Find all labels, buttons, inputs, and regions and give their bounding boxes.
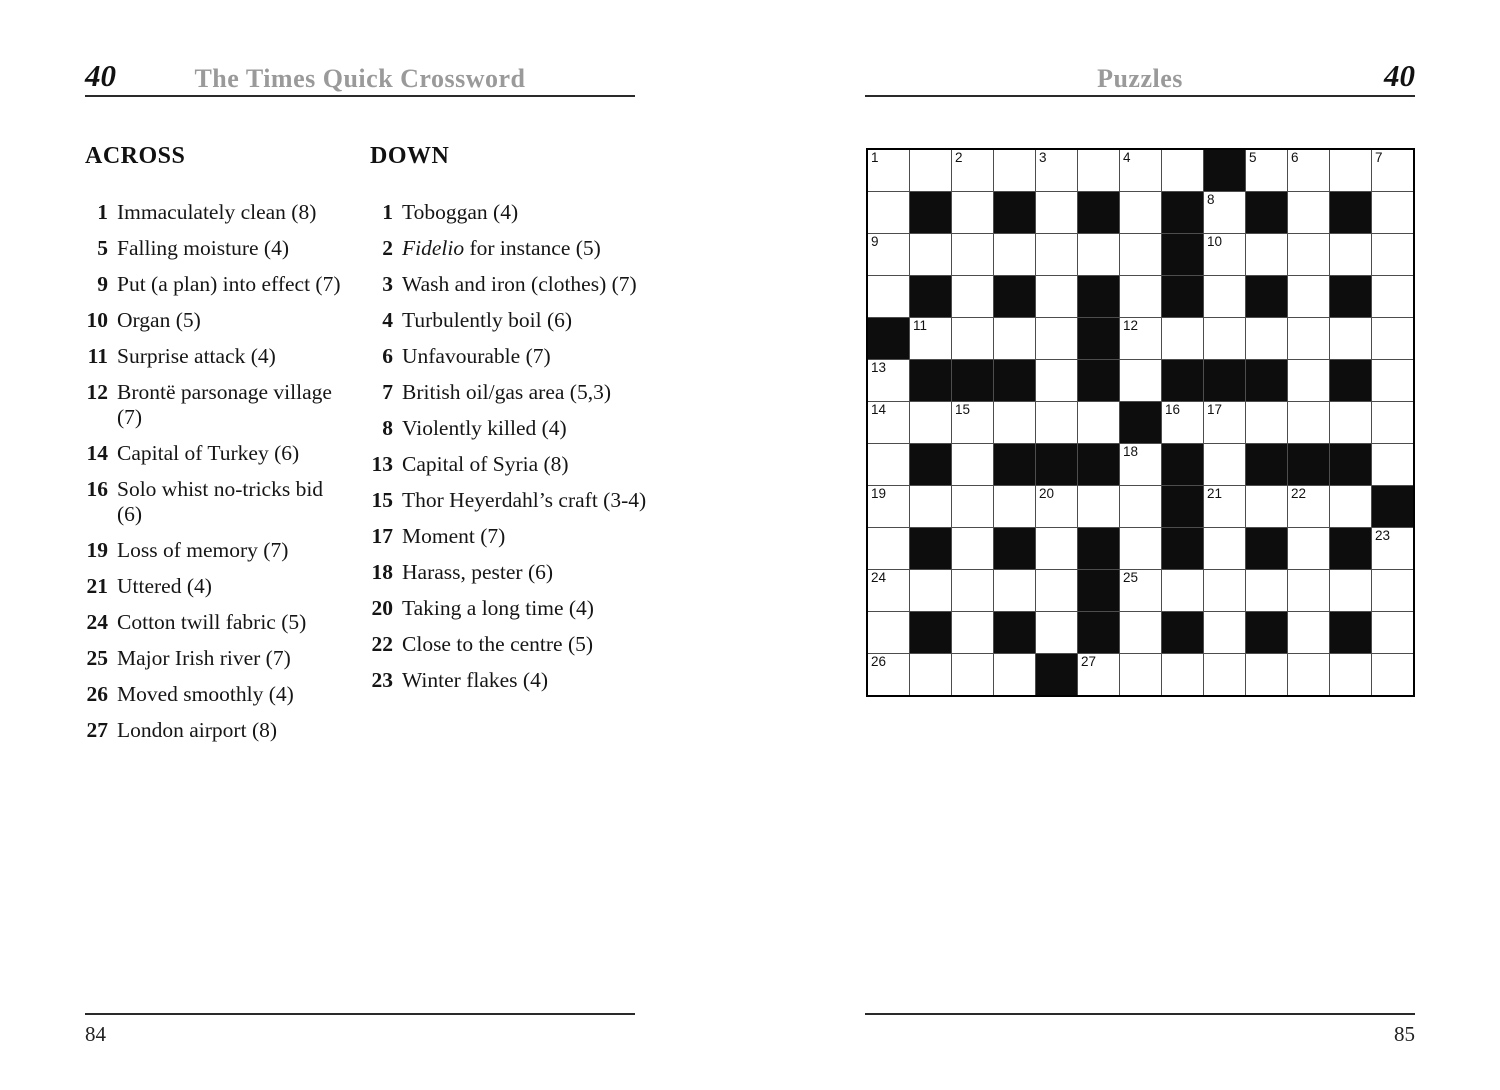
across-clue-11 bbox=[85, 344, 350, 369]
across-clue-14 bbox=[85, 441, 350, 466]
grid-cell-black bbox=[1078, 318, 1119, 359]
clue-text: Violently killed (4) bbox=[402, 416, 567, 440]
clue-text: Loss of memory (7) bbox=[117, 538, 289, 562]
clue-number: 27 bbox=[86, 718, 108, 742]
grid-cell-black bbox=[994, 528, 1035, 569]
cell-number: 4 bbox=[1123, 150, 1131, 165]
grid-cell bbox=[1288, 528, 1329, 569]
grid-cell-black bbox=[1162, 276, 1203, 317]
grid-cell bbox=[1372, 612, 1413, 653]
clue-text: Unfavourable (7) bbox=[402, 344, 551, 368]
grid-cell bbox=[1120, 570, 1161, 611]
across-clue-24 bbox=[85, 610, 350, 635]
clue-text: Put (a plan) into effect (7) bbox=[117, 272, 341, 296]
grid-cell bbox=[1246, 402, 1287, 443]
grid-cell-black bbox=[1162, 192, 1203, 233]
cell-number: 13 bbox=[871, 360, 887, 375]
clue-text: Immaculately clean (8) bbox=[117, 200, 317, 224]
grid-cell bbox=[1330, 654, 1371, 695]
clue-number: 13 bbox=[371, 452, 393, 476]
grid-cell bbox=[952, 150, 993, 191]
grid-cell bbox=[910, 318, 951, 359]
grid-cell-black bbox=[994, 444, 1035, 485]
down-clue-18 bbox=[370, 560, 648, 585]
grid-cell-black bbox=[1078, 192, 1119, 233]
grid-cell bbox=[1036, 528, 1077, 569]
book-title: The Times Quick Crossword bbox=[194, 64, 526, 93]
grid-cell bbox=[868, 654, 909, 695]
grid-cell bbox=[868, 570, 909, 611]
clue-text: Taking a long time (4) bbox=[402, 596, 594, 620]
grid-cell-black bbox=[1330, 528, 1371, 569]
grid-cell bbox=[1204, 486, 1245, 527]
cell-number: 7 bbox=[1375, 150, 1383, 165]
grid-cell-black bbox=[994, 192, 1035, 233]
grid-cell bbox=[1288, 276, 1329, 317]
grid-cell-black bbox=[1162, 528, 1203, 569]
clue-text: Wash and iron (clothes) (7) bbox=[402, 272, 637, 296]
grid-cell bbox=[1204, 234, 1245, 275]
grid-cell bbox=[1078, 150, 1119, 191]
down-clue-15 bbox=[370, 488, 648, 513]
grid-cell bbox=[1204, 528, 1245, 569]
clue-number: 7 bbox=[382, 380, 393, 404]
clue-text: Thor Heyerdahl’s craft (3-4) bbox=[402, 488, 647, 512]
grid-cell bbox=[1246, 654, 1287, 695]
clue-text: Moment (7) bbox=[402, 524, 506, 548]
grid-cell bbox=[1120, 528, 1161, 569]
grid-cell bbox=[1162, 654, 1203, 695]
grid-cell-black bbox=[1246, 612, 1287, 653]
down-clue-2 bbox=[370, 236, 648, 261]
across-column bbox=[85, 143, 350, 754]
grid-cell bbox=[1204, 276, 1245, 317]
grid-cell bbox=[1288, 486, 1329, 527]
clue-text: Capital of Turkey (6) bbox=[117, 441, 300, 465]
left-page-number: 84 bbox=[85, 1022, 106, 1046]
grid-cell bbox=[952, 570, 993, 611]
grid-cell-black bbox=[1078, 612, 1119, 653]
grid-cell bbox=[868, 150, 909, 191]
across-clue-19 bbox=[85, 538, 350, 563]
crossword-grid bbox=[868, 150, 1413, 695]
grid-cell bbox=[1120, 360, 1161, 401]
crossword-grid-border bbox=[866, 148, 1415, 697]
clue-text: Winter flakes (4) bbox=[402, 668, 548, 692]
clue-text: Solo whist no-tricks bid (6) bbox=[117, 477, 324, 526]
cell-number: 27 bbox=[1081, 654, 1097, 669]
across-clue-21 bbox=[85, 574, 350, 599]
grid-cell-black bbox=[1162, 444, 1203, 485]
grid-cell bbox=[994, 318, 1035, 359]
clue-number: 23 bbox=[371, 668, 393, 692]
left-footer-rule bbox=[85, 1013, 635, 1015]
grid-cell bbox=[1372, 234, 1413, 275]
grid-cell bbox=[1372, 150, 1413, 191]
grid-cell bbox=[1036, 234, 1077, 275]
cell-number: 12 bbox=[1123, 318, 1139, 333]
grid-cell bbox=[1120, 318, 1161, 359]
grid-cell bbox=[952, 486, 993, 527]
clue-text: Major Irish river (7) bbox=[117, 646, 291, 670]
down-clue-20 bbox=[370, 596, 648, 621]
clue-number: 3 bbox=[382, 272, 393, 296]
grid-cell bbox=[1120, 276, 1161, 317]
grid-cell-black bbox=[910, 192, 951, 233]
across-clue-9 bbox=[85, 272, 350, 297]
grid-cell bbox=[1288, 402, 1329, 443]
grid-cell bbox=[1330, 318, 1371, 359]
clue-text: Close to the centre (5) bbox=[402, 632, 594, 656]
grid-cell-black bbox=[1078, 528, 1119, 569]
grid-cell bbox=[952, 528, 993, 569]
clue-number: 17 bbox=[371, 524, 393, 548]
grid-cell bbox=[1372, 402, 1413, 443]
grid-cell bbox=[868, 528, 909, 569]
grid-cell bbox=[1288, 234, 1329, 275]
grid-cell bbox=[1162, 402, 1203, 443]
cell-number: 21 bbox=[1207, 486, 1223, 501]
clue-number: 18 bbox=[371, 560, 393, 584]
grid-cell-black bbox=[1330, 192, 1371, 233]
grid-cell-black bbox=[1036, 444, 1077, 485]
clue-number: 1 bbox=[382, 200, 393, 224]
grid-cell-black bbox=[910, 528, 951, 569]
down-heading: DOWN bbox=[370, 143, 450, 169]
grid-cell bbox=[952, 402, 993, 443]
cell-number: 26 bbox=[871, 654, 887, 669]
grid-cell bbox=[1204, 402, 1245, 443]
grid-cell bbox=[994, 150, 1035, 191]
grid-cell-black bbox=[1246, 528, 1287, 569]
grid-cell bbox=[1204, 612, 1245, 653]
grid-cell bbox=[1288, 612, 1329, 653]
grid-cell-black bbox=[1036, 654, 1077, 695]
down-clue-13 bbox=[370, 452, 648, 477]
section-title: Puzzles bbox=[1097, 64, 1183, 93]
down-clue-22 bbox=[370, 632, 648, 657]
clue-number: 11 bbox=[87, 344, 108, 368]
clue-text: Falling moisture (4) bbox=[117, 236, 289, 260]
grid-cell bbox=[1330, 234, 1371, 275]
grid-cell bbox=[1246, 318, 1287, 359]
grid-cell bbox=[1288, 318, 1329, 359]
grid-cell bbox=[1078, 654, 1119, 695]
grid-cell bbox=[1372, 654, 1413, 695]
grid-cell bbox=[868, 276, 909, 317]
grid-cell-black bbox=[868, 318, 909, 359]
clue-text: Cotton twill fabric (5) bbox=[117, 610, 307, 634]
grid-cell-black bbox=[1330, 360, 1371, 401]
clue-text: British oil/gas area (5,3) bbox=[402, 380, 611, 404]
grid-cell bbox=[1078, 402, 1119, 443]
grid-cell bbox=[1288, 570, 1329, 611]
cell-number: 14 bbox=[871, 402, 887, 417]
grid-cell bbox=[1120, 192, 1161, 233]
grid-cell bbox=[1120, 486, 1161, 527]
across-clue-1 bbox=[85, 200, 350, 225]
grid-cell bbox=[1204, 318, 1245, 359]
clue-number: 16 bbox=[86, 477, 108, 501]
grid-cell bbox=[1246, 150, 1287, 191]
clue-number: 26 bbox=[86, 682, 108, 706]
grid-cell-black bbox=[910, 360, 951, 401]
clue-number: 4 bbox=[382, 308, 393, 332]
down-clue-6 bbox=[370, 344, 648, 369]
across-heading: ACROSS bbox=[85, 143, 186, 169]
grid-cell bbox=[1204, 570, 1245, 611]
clue-number: 8 bbox=[382, 416, 393, 440]
grid-cell bbox=[910, 486, 951, 527]
grid-cell bbox=[1120, 234, 1161, 275]
grid-cell-black bbox=[1162, 486, 1203, 527]
grid-cell-black bbox=[994, 612, 1035, 653]
grid-cell bbox=[1120, 150, 1161, 191]
grid-cell-black bbox=[1330, 612, 1371, 653]
grid-cell bbox=[952, 234, 993, 275]
grid-cell bbox=[1372, 570, 1413, 611]
clue-number: 10 bbox=[86, 308, 108, 332]
clue-text: Organ (5) bbox=[117, 308, 201, 332]
grid-cell bbox=[1288, 360, 1329, 401]
grid-cell bbox=[1120, 444, 1161, 485]
grid-cell bbox=[868, 612, 909, 653]
grid-cell bbox=[1330, 570, 1371, 611]
grid-cell-black bbox=[1330, 276, 1371, 317]
clue-number: 22 bbox=[371, 632, 393, 656]
grid-cell-black bbox=[910, 444, 951, 485]
clue-number: 2 bbox=[382, 236, 393, 260]
clue-number: 9 bbox=[97, 272, 108, 296]
right-header-rule bbox=[865, 95, 1415, 97]
grid-cell bbox=[1036, 570, 1077, 611]
grid-cell bbox=[1036, 276, 1077, 317]
grid-cell bbox=[1372, 360, 1413, 401]
grid-cell bbox=[1330, 486, 1371, 527]
grid-cell bbox=[1078, 234, 1119, 275]
cell-number: 24 bbox=[871, 570, 887, 585]
left-puzzle-number: 40 bbox=[85, 58, 116, 93]
grid-cell-black bbox=[1204, 360, 1245, 401]
grid-cell bbox=[1288, 150, 1329, 191]
cell-number: 1 bbox=[871, 150, 879, 165]
grid-cell-black bbox=[1078, 570, 1119, 611]
grid-cell bbox=[1246, 570, 1287, 611]
grid-cell bbox=[1372, 528, 1413, 569]
grid-cell bbox=[952, 612, 993, 653]
grid-cell bbox=[868, 234, 909, 275]
clue-text: Moved smoothly (4) bbox=[117, 682, 294, 706]
grid-cell-black bbox=[1246, 192, 1287, 233]
cell-number: 17 bbox=[1207, 402, 1223, 417]
grid-cell bbox=[994, 486, 1035, 527]
across-clue-16 bbox=[85, 477, 350, 527]
grid-cell bbox=[1204, 654, 1245, 695]
grid-cell-black bbox=[994, 276, 1035, 317]
grid-cell bbox=[868, 192, 909, 233]
grid-cell bbox=[1036, 360, 1077, 401]
cell-number: 23 bbox=[1375, 528, 1391, 543]
grid-cell-black bbox=[1246, 276, 1287, 317]
clue-number: 6 bbox=[382, 344, 393, 368]
grid-cell bbox=[1162, 318, 1203, 359]
right-page-number: 85 bbox=[1394, 1022, 1415, 1046]
down-clue-4 bbox=[370, 308, 648, 333]
grid-cell bbox=[1078, 486, 1119, 527]
grid-cell bbox=[952, 276, 993, 317]
grid-cell-black bbox=[1372, 486, 1413, 527]
clue-text: Brontë parsonage village (7) bbox=[117, 380, 332, 429]
grid-cell bbox=[868, 402, 909, 443]
grid-cell bbox=[1246, 486, 1287, 527]
across-clue-list bbox=[85, 200, 350, 743]
clue-text: Capital of Syria (8) bbox=[402, 452, 569, 476]
grid-cell bbox=[994, 570, 1035, 611]
grid-cell bbox=[994, 234, 1035, 275]
cell-number: 15 bbox=[955, 402, 971, 417]
down-clue-17 bbox=[370, 524, 648, 549]
grid-cell bbox=[1036, 150, 1077, 191]
grid-cell bbox=[1330, 150, 1371, 191]
down-column bbox=[370, 143, 648, 704]
grid-cell-black bbox=[1330, 444, 1371, 485]
clue-number: 20 bbox=[371, 596, 393, 620]
left-header-rule bbox=[85, 95, 635, 97]
clue-text: Toboggan (4) bbox=[402, 200, 519, 224]
grid-cell bbox=[1162, 150, 1203, 191]
grid-cell-black bbox=[994, 360, 1035, 401]
clue-number: 15 bbox=[371, 488, 393, 512]
cell-number: 3 bbox=[1039, 150, 1047, 165]
grid-cell bbox=[1204, 192, 1245, 233]
grid-cell bbox=[868, 486, 909, 527]
grid-cell bbox=[952, 654, 993, 695]
grid-cell-black bbox=[910, 276, 951, 317]
grid-cell-black bbox=[1204, 150, 1245, 191]
grid-cell-black bbox=[1162, 234, 1203, 275]
grid-cell bbox=[994, 654, 1035, 695]
grid-cell bbox=[1162, 570, 1203, 611]
clue-number: 12 bbox=[86, 380, 108, 404]
clue-text: Turbulently boil (6) bbox=[402, 308, 573, 332]
grid-cell-black bbox=[1162, 612, 1203, 653]
grid-cell-black bbox=[910, 612, 951, 653]
clue-number: 5 bbox=[97, 236, 108, 260]
grid-cell-black bbox=[1246, 444, 1287, 485]
across-clue-10 bbox=[85, 308, 350, 333]
clue-number: 25 bbox=[86, 646, 108, 670]
grid-cell-black bbox=[1120, 402, 1161, 443]
grid-cell bbox=[952, 192, 993, 233]
grid-cell-black bbox=[1246, 360, 1287, 401]
grid-cell bbox=[1372, 192, 1413, 233]
across-clue-26 bbox=[85, 682, 350, 707]
down-clue-23 bbox=[370, 668, 648, 693]
grid-cell bbox=[952, 444, 993, 485]
grid-cell bbox=[1036, 318, 1077, 359]
cell-number: 19 bbox=[871, 486, 887, 501]
cell-number: 22 bbox=[1291, 486, 1307, 501]
down-clue-1 bbox=[370, 200, 648, 225]
cell-number: 16 bbox=[1165, 402, 1181, 417]
right-footer-rule bbox=[865, 1013, 1415, 1015]
cell-number: 20 bbox=[1039, 486, 1055, 501]
cell-number: 8 bbox=[1207, 192, 1215, 207]
grid-cell bbox=[910, 234, 951, 275]
down-clue-8 bbox=[370, 416, 648, 441]
grid-cell bbox=[1036, 486, 1077, 527]
grid-cell bbox=[1330, 402, 1371, 443]
across-clue-12 bbox=[85, 380, 350, 430]
grid-cell bbox=[1036, 402, 1077, 443]
cell-number: 11 bbox=[913, 318, 928, 333]
grid-cell bbox=[1036, 192, 1077, 233]
clue-text: Fidelio for instance (5) bbox=[402, 236, 601, 260]
grid-cell bbox=[1372, 318, 1413, 359]
clue-number: 1 bbox=[97, 200, 108, 224]
grid-cell bbox=[1036, 612, 1077, 653]
grid-cell bbox=[868, 360, 909, 401]
grid-cell bbox=[952, 318, 993, 359]
down-clue-7 bbox=[370, 380, 648, 405]
clue-number: 24 bbox=[86, 610, 108, 634]
grid-cell-black bbox=[1162, 360, 1203, 401]
grid-cell-black bbox=[1288, 444, 1329, 485]
grid-cell bbox=[910, 570, 951, 611]
cell-number: 18 bbox=[1123, 444, 1139, 459]
grid-cell bbox=[910, 654, 951, 695]
clue-text: Uttered (4) bbox=[117, 574, 212, 598]
grid-cell bbox=[1288, 654, 1329, 695]
clue-number: 19 bbox=[86, 538, 108, 562]
cell-number: 5 bbox=[1249, 150, 1257, 165]
clue-text: Harass, pester (6) bbox=[402, 560, 554, 584]
grid-cell-black bbox=[952, 360, 993, 401]
grid-cell bbox=[1372, 276, 1413, 317]
grid-cell bbox=[868, 444, 909, 485]
grid-cell-black bbox=[1078, 444, 1119, 485]
right-puzzle-number: 40 bbox=[1384, 58, 1415, 93]
grid-cell bbox=[1120, 654, 1161, 695]
cell-number: 10 bbox=[1207, 234, 1223, 249]
cell-number: 2 bbox=[955, 150, 963, 165]
cell-number: 6 bbox=[1291, 150, 1299, 165]
grid-cell bbox=[1204, 444, 1245, 485]
grid-cell bbox=[994, 402, 1035, 443]
clue-number: 21 bbox=[86, 574, 108, 598]
clue-text: London airport (8) bbox=[117, 718, 278, 742]
grid-cell bbox=[910, 150, 951, 191]
down-clue-3 bbox=[370, 272, 648, 297]
clue-text: Surprise attack (4) bbox=[117, 344, 276, 368]
grid-cell bbox=[1246, 234, 1287, 275]
cell-number: 9 bbox=[871, 234, 879, 249]
grid-cell-black bbox=[1078, 360, 1119, 401]
across-clue-5 bbox=[85, 236, 350, 261]
grid-cell bbox=[1288, 192, 1329, 233]
across-clue-25 bbox=[85, 646, 350, 671]
clue-number: 14 bbox=[86, 441, 108, 465]
grid-cell-black bbox=[1078, 276, 1119, 317]
across-clue-27 bbox=[85, 718, 350, 743]
cell-number: 25 bbox=[1123, 570, 1139, 585]
grid-cell bbox=[1120, 612, 1161, 653]
grid-cell bbox=[1372, 444, 1413, 485]
grid-cell bbox=[910, 402, 951, 443]
down-clue-list bbox=[370, 200, 648, 693]
